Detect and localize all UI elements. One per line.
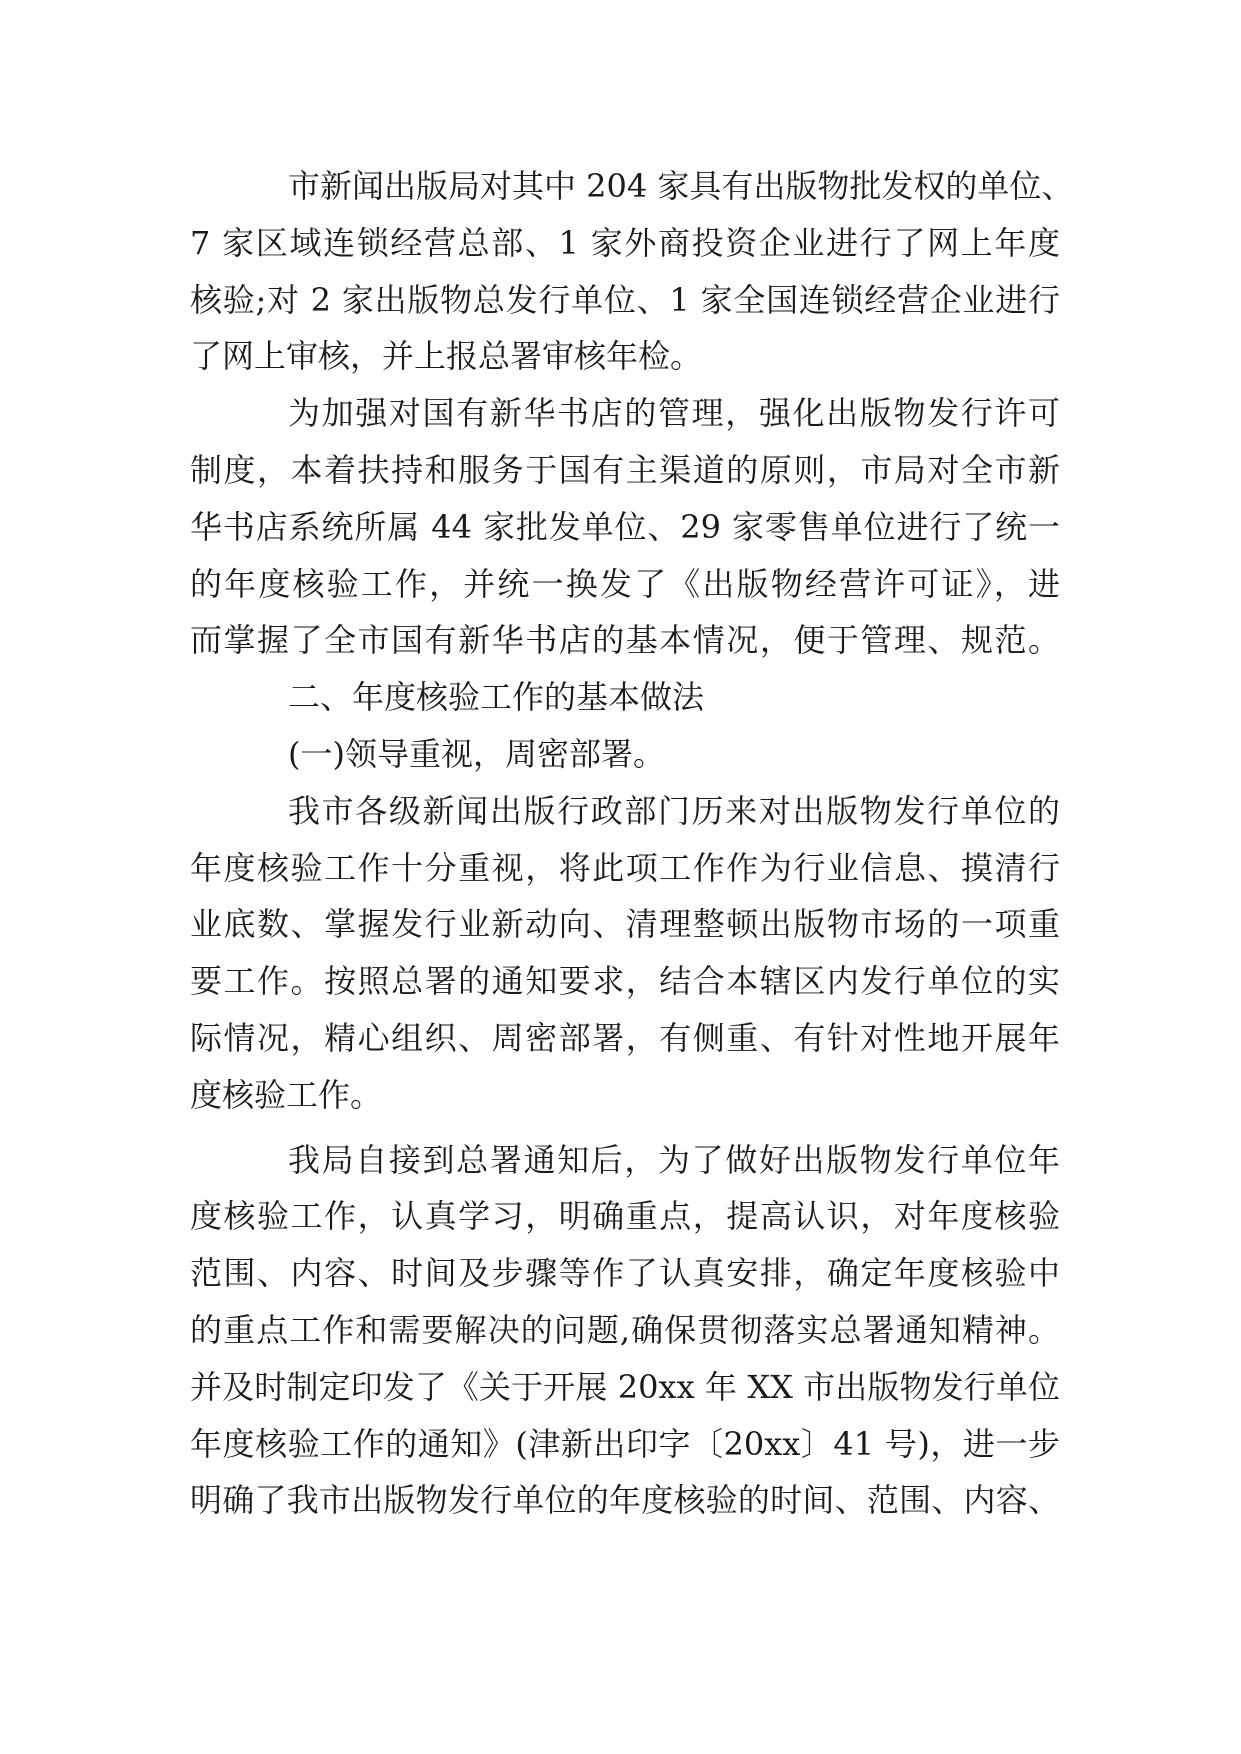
paragraph-1-line-2: 7 家区域连锁经营总部、1 家外商投资企业进行了网上年度 — [190, 223, 1060, 262]
paragraph-3-line-5: 际情况，精心组织、周密部署，有侧重、有针对性地开展年 — [190, 1018, 1060, 1057]
paragraph-4-line-1: 我局自接到总署通知后，为了做好出版物发行单位年 — [288, 1140, 1060, 1179]
section-heading: 二、年度核验工作的基本做法 — [288, 678, 705, 717]
paragraph-2-line-1: 为加强对国有新华书店的管理，强化出版物发行许可 — [288, 394, 1060, 433]
paragraph-4-line-2: 度核验工作，认真学习，明确重点，提高认识，对年度核验 — [190, 1197, 1060, 1236]
paragraph-3-line-6: 度核验工作。 — [190, 1075, 383, 1114]
paragraph-3-line-1: 我市各级新闻出版行政部门历来对出版物发行单位的 — [288, 791, 1060, 830]
paragraph-1-line-1: 市新闻出版局对其中 204 家具有出版物批发权的单位、 — [288, 167, 1074, 205]
subsection-heading: (一)领导重视，周密部署。 — [288, 734, 665, 773]
paragraph-gap — [190, 1124, 1060, 1132]
paragraph-2-line-5: 而掌握了全市国有新华书店的基本情况，便于管理、规范。 — [190, 621, 1060, 660]
paragraph-3-line-4: 要工作。按照总署的通知要求，结合本辖区内发行单位的实 — [190, 962, 1060, 1001]
paragraph-1-line-3: 核验;对 2 家出版物总发行单位、1 家全国连锁经营企业进行 — [190, 280, 1060, 319]
paragraph-4-line-4: 的重点工作和需要解决的问题,确保贯彻落实总署通知精神。 — [190, 1310, 1060, 1349]
document-body — [190, 158, 1074, 1529]
paragraph-3-line-2: 年度核验工作十分重视，将此项工作作为行业信息、摸清行 — [190, 848, 1060, 887]
paragraph-2-line-2: 制度，本着扶持和服务于国有主渠道的原则，市局对全市新 — [190, 450, 1060, 489]
paragraph-4-line-3: 范围、内容、时间及步骤等作了认真安排，确定年度核验中 — [190, 1254, 1060, 1293]
paragraph-4-line-5: 并及时制定印发了《关于开展 20xx 年 XX 市出版物发行单位 — [190, 1367, 1060, 1406]
paragraph-3-line-3: 业底数、掌握发行业新动向、清理整顿出版物市场的一项重 — [190, 905, 1060, 944]
paragraph-1-line-4: 了网上审核，并上报总署审核年检。 — [190, 337, 703, 376]
paragraph-2-line-3: 华书店系统所属 44 家批发单位、29 家零售单位进行了统一 — [190, 507, 1060, 546]
paragraph-4-line-6: 年度核验工作的通知》(津新出印字〔20xx〕41 号)，进一步 — [190, 1424, 1060, 1463]
paragraph-2-line-4: 的年度核验工作，并统一换发了《出版物经营许可证》，进 — [190, 564, 1060, 603]
paragraph-4-line-7: 明确了我市出版物发行单位的年度核验的时间、范围、内容、 — [190, 1481, 1060, 1520]
